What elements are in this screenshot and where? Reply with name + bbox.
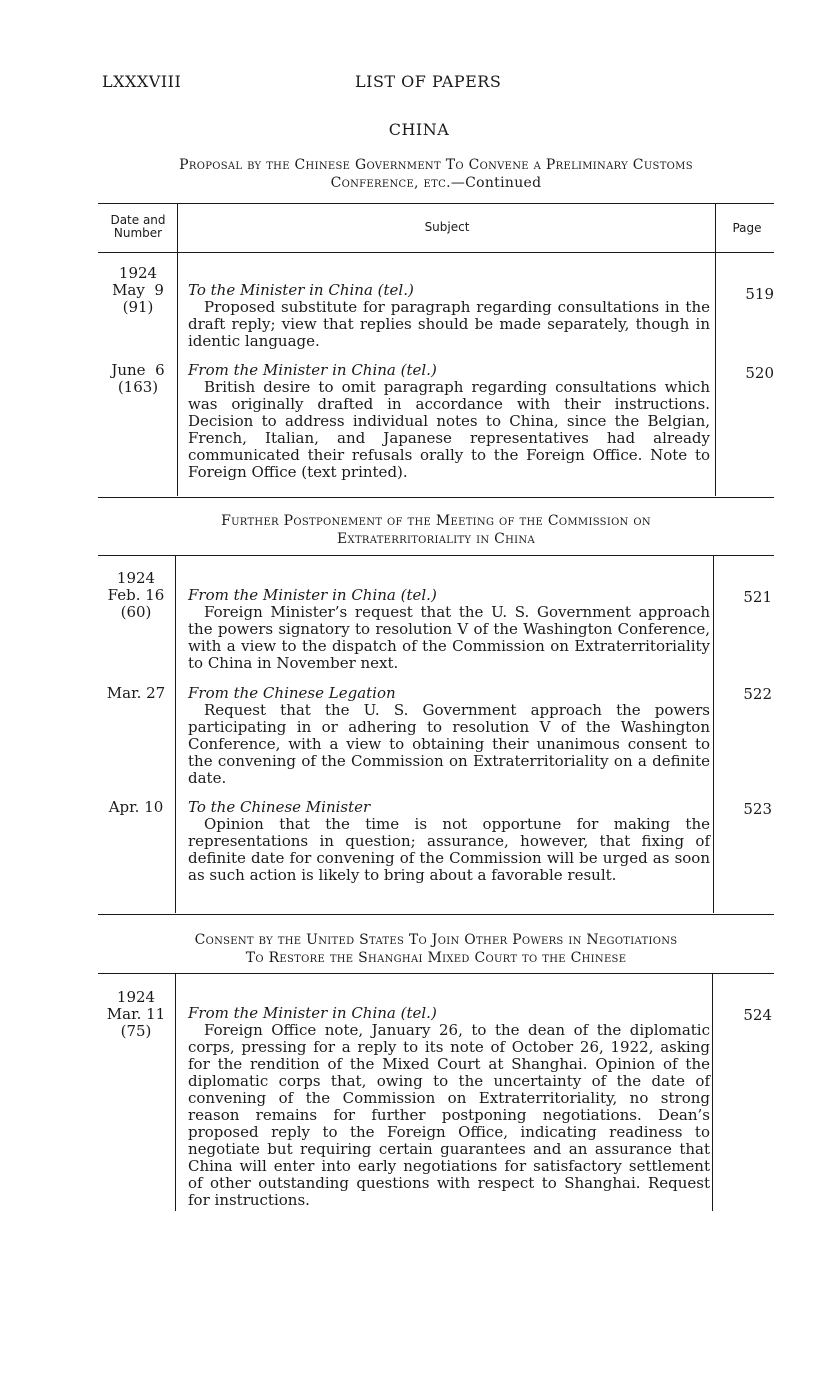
- table-top-rule: [98, 555, 774, 556]
- entry-subject: To the Chinese Minister Opinion that the time is not opportune for making the representations in question; assurance, however, that fixing of definite date for convening of the Commission will be urged as soon as such action is likely to bring about a favorable result.: [188, 798, 710, 884]
- entry-page: 520: [745, 364, 774, 382]
- running-head-title: LIST OF PAPERS: [355, 72, 502, 91]
- header-bottom-rule: [98, 252, 774, 253]
- entry-subject: From the Minister in China (tel.) Foreign Office note, January 26, to the dean of the diplomatic corps, pressing for a reply to its note of October 26, 1922, asking for the rendition of the Mixed Court at Shanghai. Opinion of the diplomatic corps that, owing to the uncertainty of the date of convening of the Commission on Extraterritoriality, no strong reason remains for further postponing negotiations. Dean’s proposed reply to the Foreign Office, indicating readiness to negotiate but requiring certain guarantees and an assurance that China will enter into early negotiations for satisfactory settlement of other outstanding questions with respect to Shanghai. Request for instructions.: [188, 1004, 710, 1209]
- entry-subject: To the Minister in China (tel.) Proposed substitute for paragraph regarding consultations in the draft reply; view that replies should be made separately, though in identic language.: [188, 281, 710, 350]
- entry-page: 524: [743, 1006, 772, 1024]
- column-rule: [712, 974, 713, 1211]
- column-rule: [175, 974, 176, 1211]
- section-title: Consent by the United States To Join Other Powers in Negotiations To Restore the Shanghai Mixed Court to the Chinese: [194, 932, 678, 966]
- entry-subject: From the Minister in China (tel.) Foreign Minister’s request that the U. S. Government approach the powers signatory to resolution V of the Washington Conference, with a view to the dispatch of the Commission on Extraterritoriality to China in November next.: [188, 586, 710, 672]
- country-heading: CHINA: [388, 120, 450, 139]
- entry-subject: From the Minister in China (tel.) British desire to omit paragraph regarding consultations which was originally drafted in accordance with their instructions. Decision to address individual notes to China, since the Belgian, French, Italian, and Japanese representatives had already communicated their refusals orally to the Foreign Office. Note to Foreign Office (text printed).: [188, 361, 710, 481]
- column-rule: [715, 203, 716, 496]
- section-title-line: Conference, etc.—Continued: [330, 175, 542, 191]
- col-header-date-number: Date and Number: [110, 213, 166, 240]
- col-header-subject: Subject: [424, 220, 470, 234]
- column-rule: [175, 556, 176, 913]
- running-head-roman: LXXXVIII: [102, 72, 182, 91]
- col-header-page: Page: [732, 221, 762, 235]
- table-bottom-rule: [98, 497, 774, 498]
- entry-page: 519: [745, 285, 774, 303]
- column-rule: [713, 556, 714, 913]
- entry-page: 521: [743, 588, 772, 606]
- entry-page: 523: [743, 800, 772, 818]
- entry-subject: From the Chinese Legation Request that the U. S. Government approach the powers participating in or adhering to resolution V of the Washington Conference, with a view to obtaining their unanimous consent to the convening of the Commission on Extraterritoriality on a definite date.: [188, 684, 710, 787]
- entry-date: Apr. 10: [108, 798, 164, 816]
- section-title-line: Proposal by the Chinese Government To Convene a Preliminary Customs: [179, 157, 693, 173]
- entry-date: 1924 Feb. 16 (60): [107, 569, 165, 621]
- column-rule: [177, 203, 178, 496]
- section-title: Further Postponement of the Meeting of the Commission on Extraterritoriality in China: [221, 513, 651, 547]
- entry-date: June 6 (163): [111, 361, 165, 396]
- table-bottom-rule: [98, 914, 774, 915]
- entry-date: 1924 May 9 (91): [112, 264, 164, 316]
- entry-page: 522: [743, 685, 772, 703]
- table-top-rule: [98, 203, 774, 204]
- table-top-rule: [98, 973, 774, 974]
- entry-date: Mar. 27: [106, 684, 166, 702]
- section-title: [98, 156, 774, 192]
- entry-date: 1924 Mar. 11 (75): [106, 988, 166, 1040]
